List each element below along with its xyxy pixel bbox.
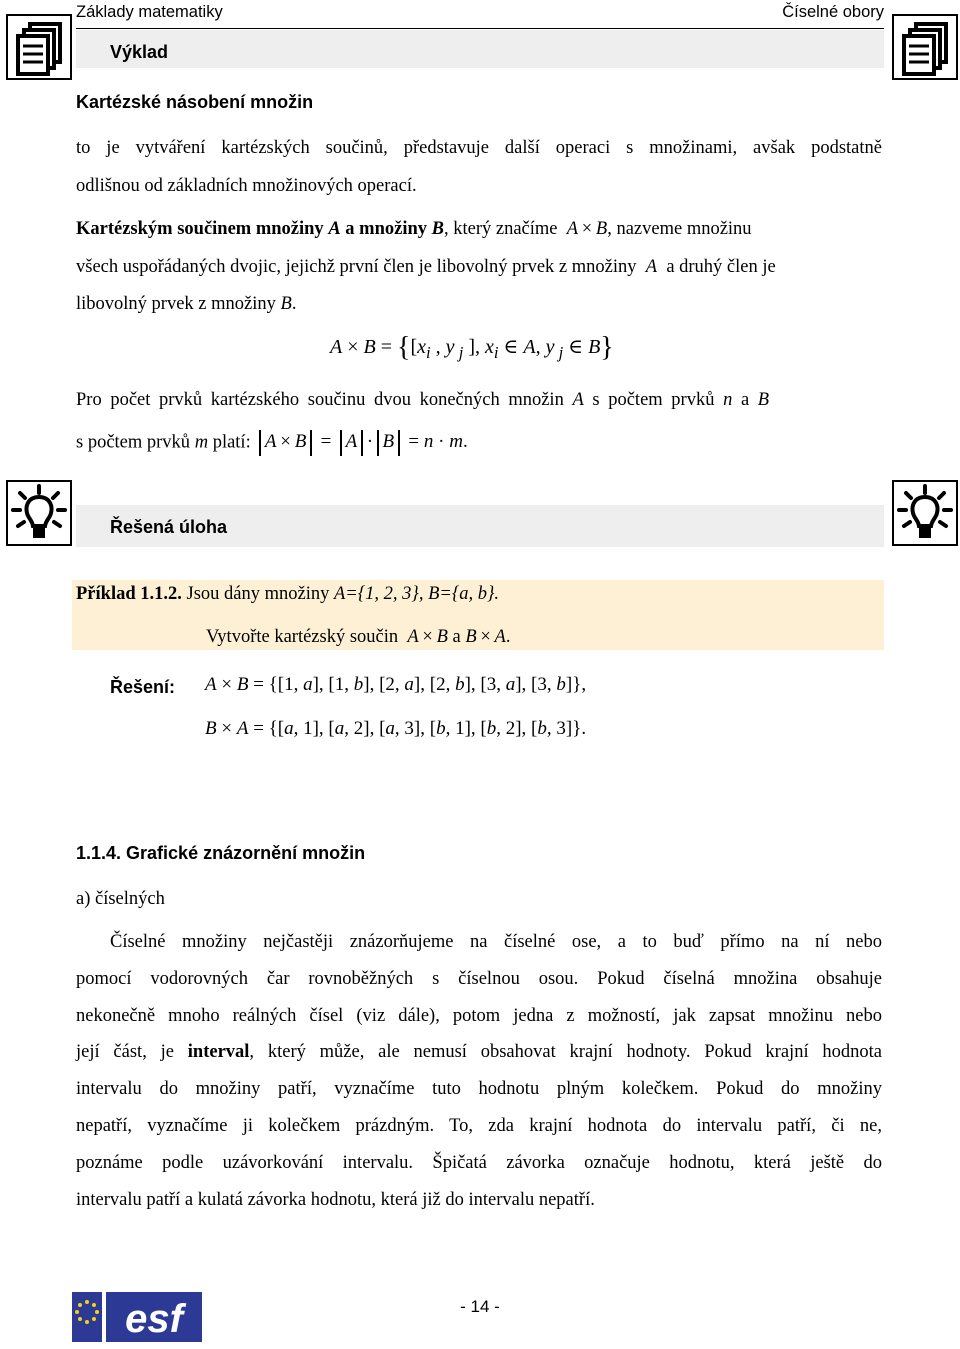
esf-logo-text: esf: [125, 1297, 183, 1341]
lightbulb-icon-right: [892, 480, 958, 546]
book-stack-icon-right: [892, 14, 958, 80]
para-line4: její část, je interval, který může, ale nemusí obsahovat krajní hodnoty. Pokud krajní hodnota: [76, 1042, 882, 1062]
page-header: [76, 0, 884, 29]
solution-label: Řešení:: [110, 677, 176, 697]
para-line8: intervalu patří a kulatá závorka hodnotu, která již do intervalu nepatří.: [76, 1190, 595, 1210]
para-line7: poznáme podle uzávorkování intervalu. Špičatá závorka označuje hodnotu, která ještě do: [76, 1153, 882, 1173]
esf-logo: [72, 1290, 204, 1344]
lightbulb-icon-left: [6, 480, 72, 546]
example-task: Vytvořte kartézský součin A × B a B × A.: [206, 627, 511, 647]
solution-BxA: B × A = {[a, 1], [a, 2], [a, 3], [b, 1], [b, 2], [b, 3]}.: [205, 718, 587, 739]
book-stack-icon-left: [6, 14, 72, 80]
example-sets: A={1, 2, 3}, B={a, b}.: [333, 584, 500, 604]
count-line2: s počtem prvků m platí: A × B = A · B = n · m.: [76, 430, 882, 456]
heading-kartez: Kartézské násobení množin: [76, 92, 314, 112]
kartez-def-line3: libovolný prvek z množiny B.: [76, 294, 297, 314]
count-line1: Pro počet prvků kartézského součinu dvou konečných množin A s počtem prvků n a B: [76, 390, 770, 410]
para-line5: intervalu do množiny patří, vyznačíme tuto hodnotu plným kolečkem. Pokud do množiny: [76, 1079, 882, 1099]
section-band-reseni: [76, 505, 884, 547]
solution-AxB: A × B = {[1, a], [1, b], [2, a], [2, b], [3, a], [3, b]},: [205, 674, 587, 695]
kartez-intro-line1: to je vytváření kartézských součinů, představuje další operaci s množinami, avšak podstatně: [76, 138, 882, 158]
para-line1: Číselné množiny nejčastěji znázorňujeme na číselné ose, a to buď přímo na ní nebo: [110, 932, 882, 952]
header-left: Základy matematiky: [76, 3, 223, 21]
kartez-intro-line2: odlišnou od základních množinových operací.: [76, 176, 417, 196]
section-title-vyklad: Výklad: [110, 42, 169, 62]
kartez-def-line1: Kartézským součinem množiny A a množiny B, který značíme A × B, nazveme množinu: [76, 219, 752, 239]
term-interval: interval: [187, 1042, 250, 1062]
subheading-ciselnych: a) číselných: [76, 889, 165, 909]
para-line6: nepatří, vyznačíme ji kolečkem prázdným. To, zda krajní hodnota do intervalu patří, či ne,: [76, 1116, 882, 1136]
example-line1: Příklad 1.1.2. Jsou dány množiny A={1, 2, 3}, B={a, b}.: [76, 584, 500, 604]
para-line3: nekonečně mnoho reálných čísel (viz dále), potom jedna z možností, jak zapsat množinu nebo: [76, 1006, 882, 1026]
example-label: Příklad 1.1.2.: [76, 584, 182, 604]
section-title-reseni: Řešená úloha: [110, 517, 228, 537]
heading-graficke: 1.1.4. Grafické znázornění množin: [76, 843, 366, 863]
kartez-def-line2: všech uspořádaných dvojic, jejichž první člen je libovolný prvek z množiny A a druhý člen je: [76, 257, 776, 277]
page-number: - 14 -: [460, 1297, 500, 1316]
formula-cartesian-def: $A \times B = \{[x_i$ , y $_j$ ], $x_i$ ∈ A, y $_j$ ∈ B}: [330, 332, 614, 363]
para-line2: pomocí vodorovných čar rovnoběžných s číselnou osou. Pokud číselná množina obsahuje: [76, 969, 882, 989]
header-right: Číselné obory: [782, 3, 884, 21]
section-band-vyklad: [76, 30, 884, 68]
